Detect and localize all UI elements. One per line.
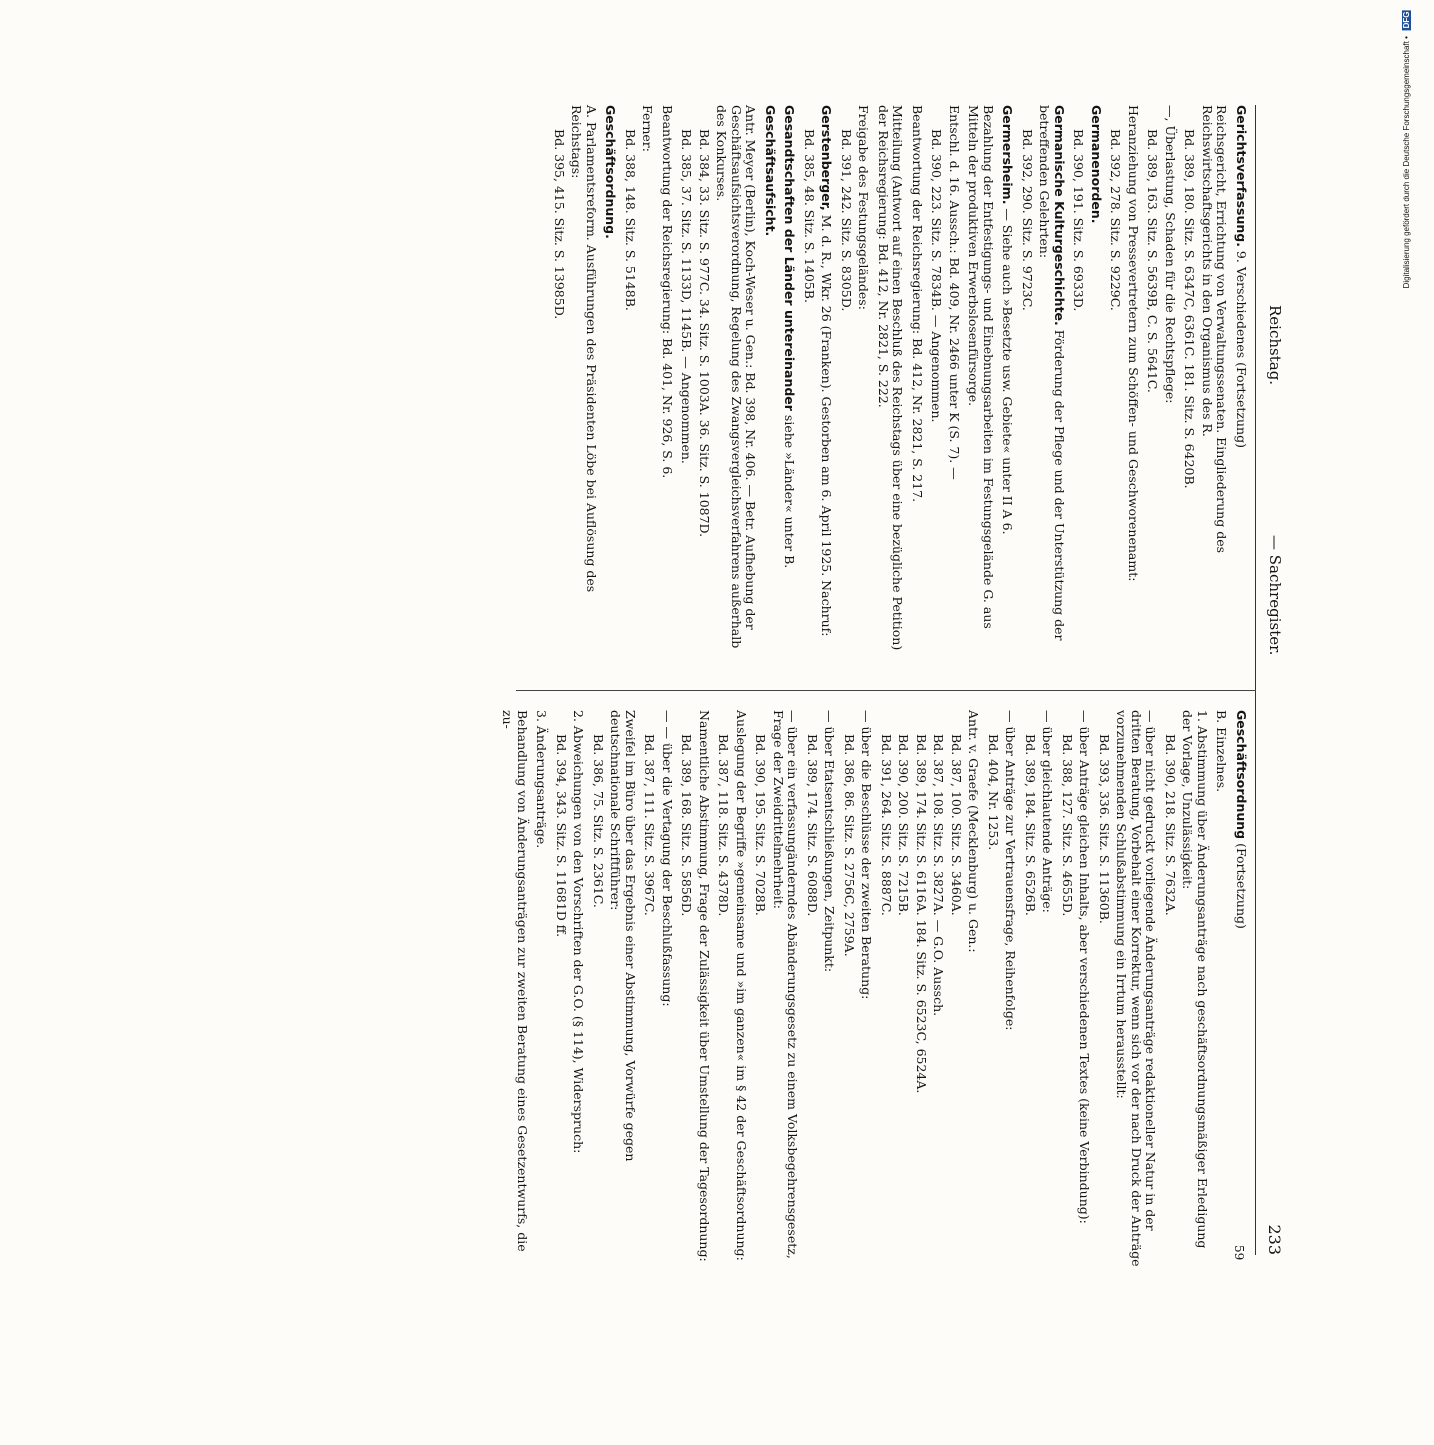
index-entry xyxy=(623,105,638,665)
entry-text: Bezahlung der Entfestigungs- und Einebnungsarbeiten im Festungsgelände G. aus Mitteln der produktiven Erwerbslosenfürsorge. xyxy=(966,105,996,629)
entry-heading: Germanische Kulturgeschichte. xyxy=(1052,105,1067,326)
entry-text: Behandlung von Änderungsanträgen zur zweiten Beratung eines Gesetzentwurfs, die zu- xyxy=(500,710,530,1252)
entry-text: —, Überlastung, Schaden für die Rechtspflege: xyxy=(1163,105,1178,404)
entry-text: B. Einzelnes. xyxy=(1214,710,1230,793)
entry-text: M. d. R., Wkr. 26 (Franken). Gestorben am 6. April 1925. Nachruf: xyxy=(819,210,835,637)
entry-text: Bd. 388, 127. Sitz. S. 4655D. xyxy=(1060,734,1075,917)
index-entry xyxy=(966,710,981,1270)
index-entry xyxy=(1182,105,1197,665)
index-entry xyxy=(1114,710,1158,1270)
index-entry xyxy=(1145,105,1160,665)
entry-text: 3. Änderungsanträge. xyxy=(534,710,550,849)
header-left: Reichstag. xyxy=(1266,305,1284,386)
entry-text: Bd. 390, 200. Sitz. S. 7215B. xyxy=(896,734,912,916)
index-entry xyxy=(822,710,837,1270)
index-entry xyxy=(640,105,655,665)
entry-text: Beantwortung der Reichsregierung: Bd. 412, Nr. 2821, S. 217. xyxy=(910,105,925,503)
index-entry xyxy=(1037,105,1066,665)
index-entry xyxy=(1077,710,1092,1270)
index-entry xyxy=(591,710,606,1270)
entry-text: Bd. 386, 75. Sitz. S. 2361C. xyxy=(591,734,606,908)
entry-text: 1. Abstimmung über Änderungsanträge nach geschäftsordnungsmäßiger Erledigung der Vorlage, Unzulässigkeit: xyxy=(1180,710,1210,1249)
entry-text: Zweifel im Büro über das Ergebnis einer Abstimmung, Vorwürfe gegen deutschnationale Schriftführer: xyxy=(608,710,638,1162)
index-entry xyxy=(879,710,894,1270)
index-entry xyxy=(679,710,694,1270)
entry-text: A. Parlamentsreform. Ausführungen des Präsidenten Löbe bei Auflösung des Reichstags: xyxy=(569,105,599,593)
entry-text: Bd. 389, 168. Sitz. S. 5856D. xyxy=(679,734,695,917)
index-entry xyxy=(931,710,946,1270)
index-entry xyxy=(856,105,871,665)
index-entry xyxy=(802,105,817,665)
entry-text: — über nicht gedruckt vorliegende Änderungsanträge redaktioneller Natur in der dritten Beratung, Vorbehalt einer Korrektur, wenn sich vor der nach Druck der Anträge vorzunehmenden Schlußabstimmung ein Irrtum herausstellt: xyxy=(1114,710,1159,1267)
index-entry xyxy=(1097,710,1112,1270)
entry-text: Bd. 388, 148. Sitz. S. 5148B. xyxy=(623,129,638,311)
index-entry xyxy=(697,105,712,665)
index-entry xyxy=(914,710,929,1270)
column-divider xyxy=(516,690,1256,691)
index-entry xyxy=(753,710,768,1270)
entry-heading: Germersheim. xyxy=(1000,105,1016,205)
entry-text: Bd. 390, 223. Sitz. S. 7834B. — Angenommen. xyxy=(929,129,945,423)
index-entry xyxy=(1023,710,1038,1270)
entry-text: Bd. 384, 33. Sitz. S. 977C. 34. Sitz. S. 1003A. 36. Sitz. S. 1087D. xyxy=(697,129,712,538)
entry-text: Förderung der Pflege und der Unterstützung der betreffenden Gelehrten: xyxy=(1037,105,1067,641)
index-entry xyxy=(552,105,567,665)
index-entry xyxy=(660,105,675,665)
index-entry xyxy=(782,105,797,665)
entry-text: Bd. 393, 336. Sitz. S. 11360B. xyxy=(1097,734,1112,924)
entry-text: Bd. 389, 180. Sitz. S. 6347C, 6361C. 181. Sitz. S. 6420B. xyxy=(1182,129,1198,489)
index-entry xyxy=(1163,710,1178,1270)
entry-heading: Geschäftsordnung xyxy=(1234,710,1249,840)
entry-heading: Gesandtschaften der Länder untereinander xyxy=(782,105,798,411)
entry-text: Bd. 389, 174. Sitz. S. 6116A. 184. Sitz. S. 6523C, 6524A. xyxy=(914,734,929,1094)
entry-text: Bd. 389, 163. Sitz. S. 5639B, C. S. 5641C. xyxy=(1145,129,1161,393)
entry-text: Bd. 387, 108. Sitz. S. 3827A. — G.O. Aussch. xyxy=(931,734,947,1017)
entry-text: 2. Abweichungen von den Vorschriften der G.O. (§ 114), Widerspruch: xyxy=(571,710,587,1154)
index-entry xyxy=(859,710,874,1270)
entry-text: Ferner: xyxy=(640,105,656,152)
entry-text: — über die Beschlüsse der zweiten Beratung: xyxy=(859,710,875,1000)
index-entry xyxy=(1071,105,1086,665)
entry-text: Namentliche Abstimmung, Frage der Zulässigkeit über Umstellung der Tagesordnung: xyxy=(697,710,712,1262)
index-entry xyxy=(1040,710,1055,1270)
entry-text: (Fortsetzung) xyxy=(1234,839,1249,929)
entry-text: Bd. 385, 37. Sitz. S. 1133D, 1145B. — Angenommen. xyxy=(679,129,695,464)
index-entry xyxy=(500,710,529,1270)
entry-text: Bd. 390, 195. Sitz. S. 7028B. xyxy=(753,734,769,916)
index-entry xyxy=(660,710,675,1270)
entry-text: Bd. 387, 111. Sitz. S. 3967C. xyxy=(642,734,658,916)
entry-text: Bd. 386, 86. Sitz. S. 2756C, 2759A. xyxy=(842,734,857,957)
index-entry xyxy=(819,105,834,665)
page-header xyxy=(1258,105,1288,1255)
index-entry xyxy=(1214,710,1229,1270)
index-entry xyxy=(986,710,1001,1270)
index-entry xyxy=(1000,105,1015,665)
entry-text: Freigabe des Festungsgeländes: xyxy=(856,105,872,310)
entry-text: Antr. Meyer (Berlin), Koch-Weser u. Gen.: Bd. 398, Nr. 406. — Betr. Aufhebung der Geschäftsaufsichtsverordnung, Regelung des Zwangsvergleichsverfahrens außerhalb des Konkurses. xyxy=(714,105,759,649)
index-entry xyxy=(763,105,778,665)
index-entry xyxy=(714,105,758,665)
right-column xyxy=(495,710,1248,1270)
credit-text: Digitalisierung gefördert durch die Deutsche Forschungsgemeinschaft • xyxy=(1402,36,1411,289)
entry-text: Bd. 394, 343. Sitz. S. 11681D ff. xyxy=(554,734,569,938)
index-entry xyxy=(603,105,618,665)
entry-text: — über ein verfassungänderndes Abänderungsgesetz zu einem Volksbegehrensgesetz, Frage der Zweidrittelmehrheit: xyxy=(771,710,801,1259)
entry-text: Bd. 392, 278. Sitz. S. 9229C. xyxy=(1108,129,1124,311)
index-entry xyxy=(716,710,731,1270)
index-entry xyxy=(679,105,694,665)
index-entry xyxy=(1020,105,1035,665)
entry-text: — über Anträge gleichen Inhalts, aber verschiedenen Textes (keine Verbindung): xyxy=(1077,710,1093,1224)
entry-text: Auslegung der Begriffe »gemeinsame und »im ganzen« im § 42 der Geschäftsordnung: xyxy=(734,710,749,1261)
index-entry xyxy=(1234,710,1249,1270)
entry-text: Bd. 392, 290. Sitz. S. 9723C. xyxy=(1020,129,1035,311)
index-entry xyxy=(929,105,944,665)
entry-text: Heranziehung von Pressevertretern zum Schöffen- und Geschworenenamt: xyxy=(1126,105,1141,582)
index-entry xyxy=(771,710,800,1270)
index-entry xyxy=(1089,105,1104,665)
index-entry xyxy=(554,710,569,1270)
dfg-logo: DFG xyxy=(1402,12,1411,29)
entry-text: — über Anträge zur Vertrauensfrage, Reihenfolge: xyxy=(1003,710,1019,1031)
header-rule xyxy=(1255,105,1256,1255)
index-entry xyxy=(697,710,712,1270)
index-entry xyxy=(1126,105,1141,665)
entry-text: Reichsgericht, Errichtung von Verwaltungssenaten. Eingliederung des Reichswirtschaftsgerichts in den Organismus des R. xyxy=(1200,105,1230,554)
digitization-credit xyxy=(1402,10,1416,288)
index-entry xyxy=(569,105,598,665)
entry-text: — über gleichlautende Anträge: xyxy=(1040,710,1056,913)
index-entry xyxy=(734,710,749,1270)
index-entry xyxy=(805,710,820,1270)
document-page xyxy=(416,45,1328,1445)
entry-heading: Geschäftsordnung. xyxy=(603,105,619,239)
index-entry xyxy=(642,710,657,1270)
entry-text: — Siehe auch »Besetzte usw. Gebiete« unter II A 6. xyxy=(1000,204,1016,535)
index-entry xyxy=(1200,105,1229,665)
entry-text: 9. Verschiedenes (Fortsetzung) xyxy=(1234,246,1249,448)
index-entry xyxy=(1060,710,1075,1270)
signature-mark: 59 xyxy=(1232,1245,1246,1261)
entry-text: siehe »Länder« unter B. xyxy=(782,410,798,569)
entry-heading: Gerichtsverfassung. xyxy=(1234,105,1249,247)
entry-heading: Gerstenberger, xyxy=(819,105,835,211)
left-column xyxy=(547,105,1249,665)
index-entry xyxy=(1163,105,1178,665)
entry-text: — — über die Vertagung der Beschlußfassung: xyxy=(660,710,675,1007)
index-entry xyxy=(1180,710,1209,1270)
entry-text: Beantwortung der Reichsregierung: Bd. 401, Nr. 926, S. 6. xyxy=(660,105,675,479)
index-entry xyxy=(839,105,854,665)
index-entry xyxy=(608,710,637,1270)
index-entry xyxy=(966,105,995,665)
header-center: — Sachregister. xyxy=(1266,535,1284,656)
entry-text: Bd. 385, 48. Sitz. S. 1405B. xyxy=(802,129,817,303)
index-entry xyxy=(1003,710,1018,1270)
entry-text: Bd. 390, 191. Sitz. S. 6933D. xyxy=(1071,129,1087,312)
index-entry xyxy=(534,710,549,1270)
index-entry xyxy=(1234,105,1249,665)
index-entry xyxy=(910,105,925,665)
entry-heading: Geschäftsaufsicht. xyxy=(763,105,778,237)
entry-text: Bd. 390, 218. Sitz. S. 7632A. xyxy=(1163,734,1178,916)
entry-text: Antr. v. Graefe (Mecklenburg) u. Gen.: xyxy=(966,710,982,953)
index-entry xyxy=(949,710,964,1270)
entry-text: Bd. 404, Nr. 1253. xyxy=(986,734,1001,851)
entry-text: Bd. 389, 174. Sitz. S. 6088D. xyxy=(805,734,820,917)
index-entry xyxy=(1108,105,1123,665)
index-entry xyxy=(947,105,962,665)
entry-text: — über Etatsentschließungen, Zeitpunkt: xyxy=(822,710,838,973)
index-entry xyxy=(571,710,586,1270)
index-entry xyxy=(896,710,911,1270)
entry-text: Bd. 387, 118. Sitz. S. 4378D. xyxy=(716,734,732,917)
index-entry xyxy=(842,710,857,1270)
entry-text: Bd. 389, 184. Sitz. S. 6526B. xyxy=(1023,734,1038,916)
entry-heading: Germanenorden. xyxy=(1089,105,1104,224)
entry-text: Bd. 395, 415. Sitz. S. 13985D. xyxy=(552,129,567,320)
entry-text: Entschl. d. 16. Aussch.: Bd. 409, Nr. 2466 unter K (S. 7). — xyxy=(947,105,962,480)
page-number: 233 xyxy=(1265,1224,1284,1255)
entry-text: Bd. 387, 100. Sitz. S. 3460A. xyxy=(949,734,964,916)
entry-text: Bd. 391, 242. Sitz. S. 8305D. xyxy=(839,129,854,312)
index-entry xyxy=(876,105,905,665)
entry-text: Mitteilung (Antwort auf einen Beschluß des Reichstags über eine bezügliche Petition) der Reichsregierung: Bd. 412, Nr. 2821, S. 222. xyxy=(876,105,906,651)
entry-text: Bd. 391, 264. Sitz. S. 8887C. xyxy=(879,734,894,916)
